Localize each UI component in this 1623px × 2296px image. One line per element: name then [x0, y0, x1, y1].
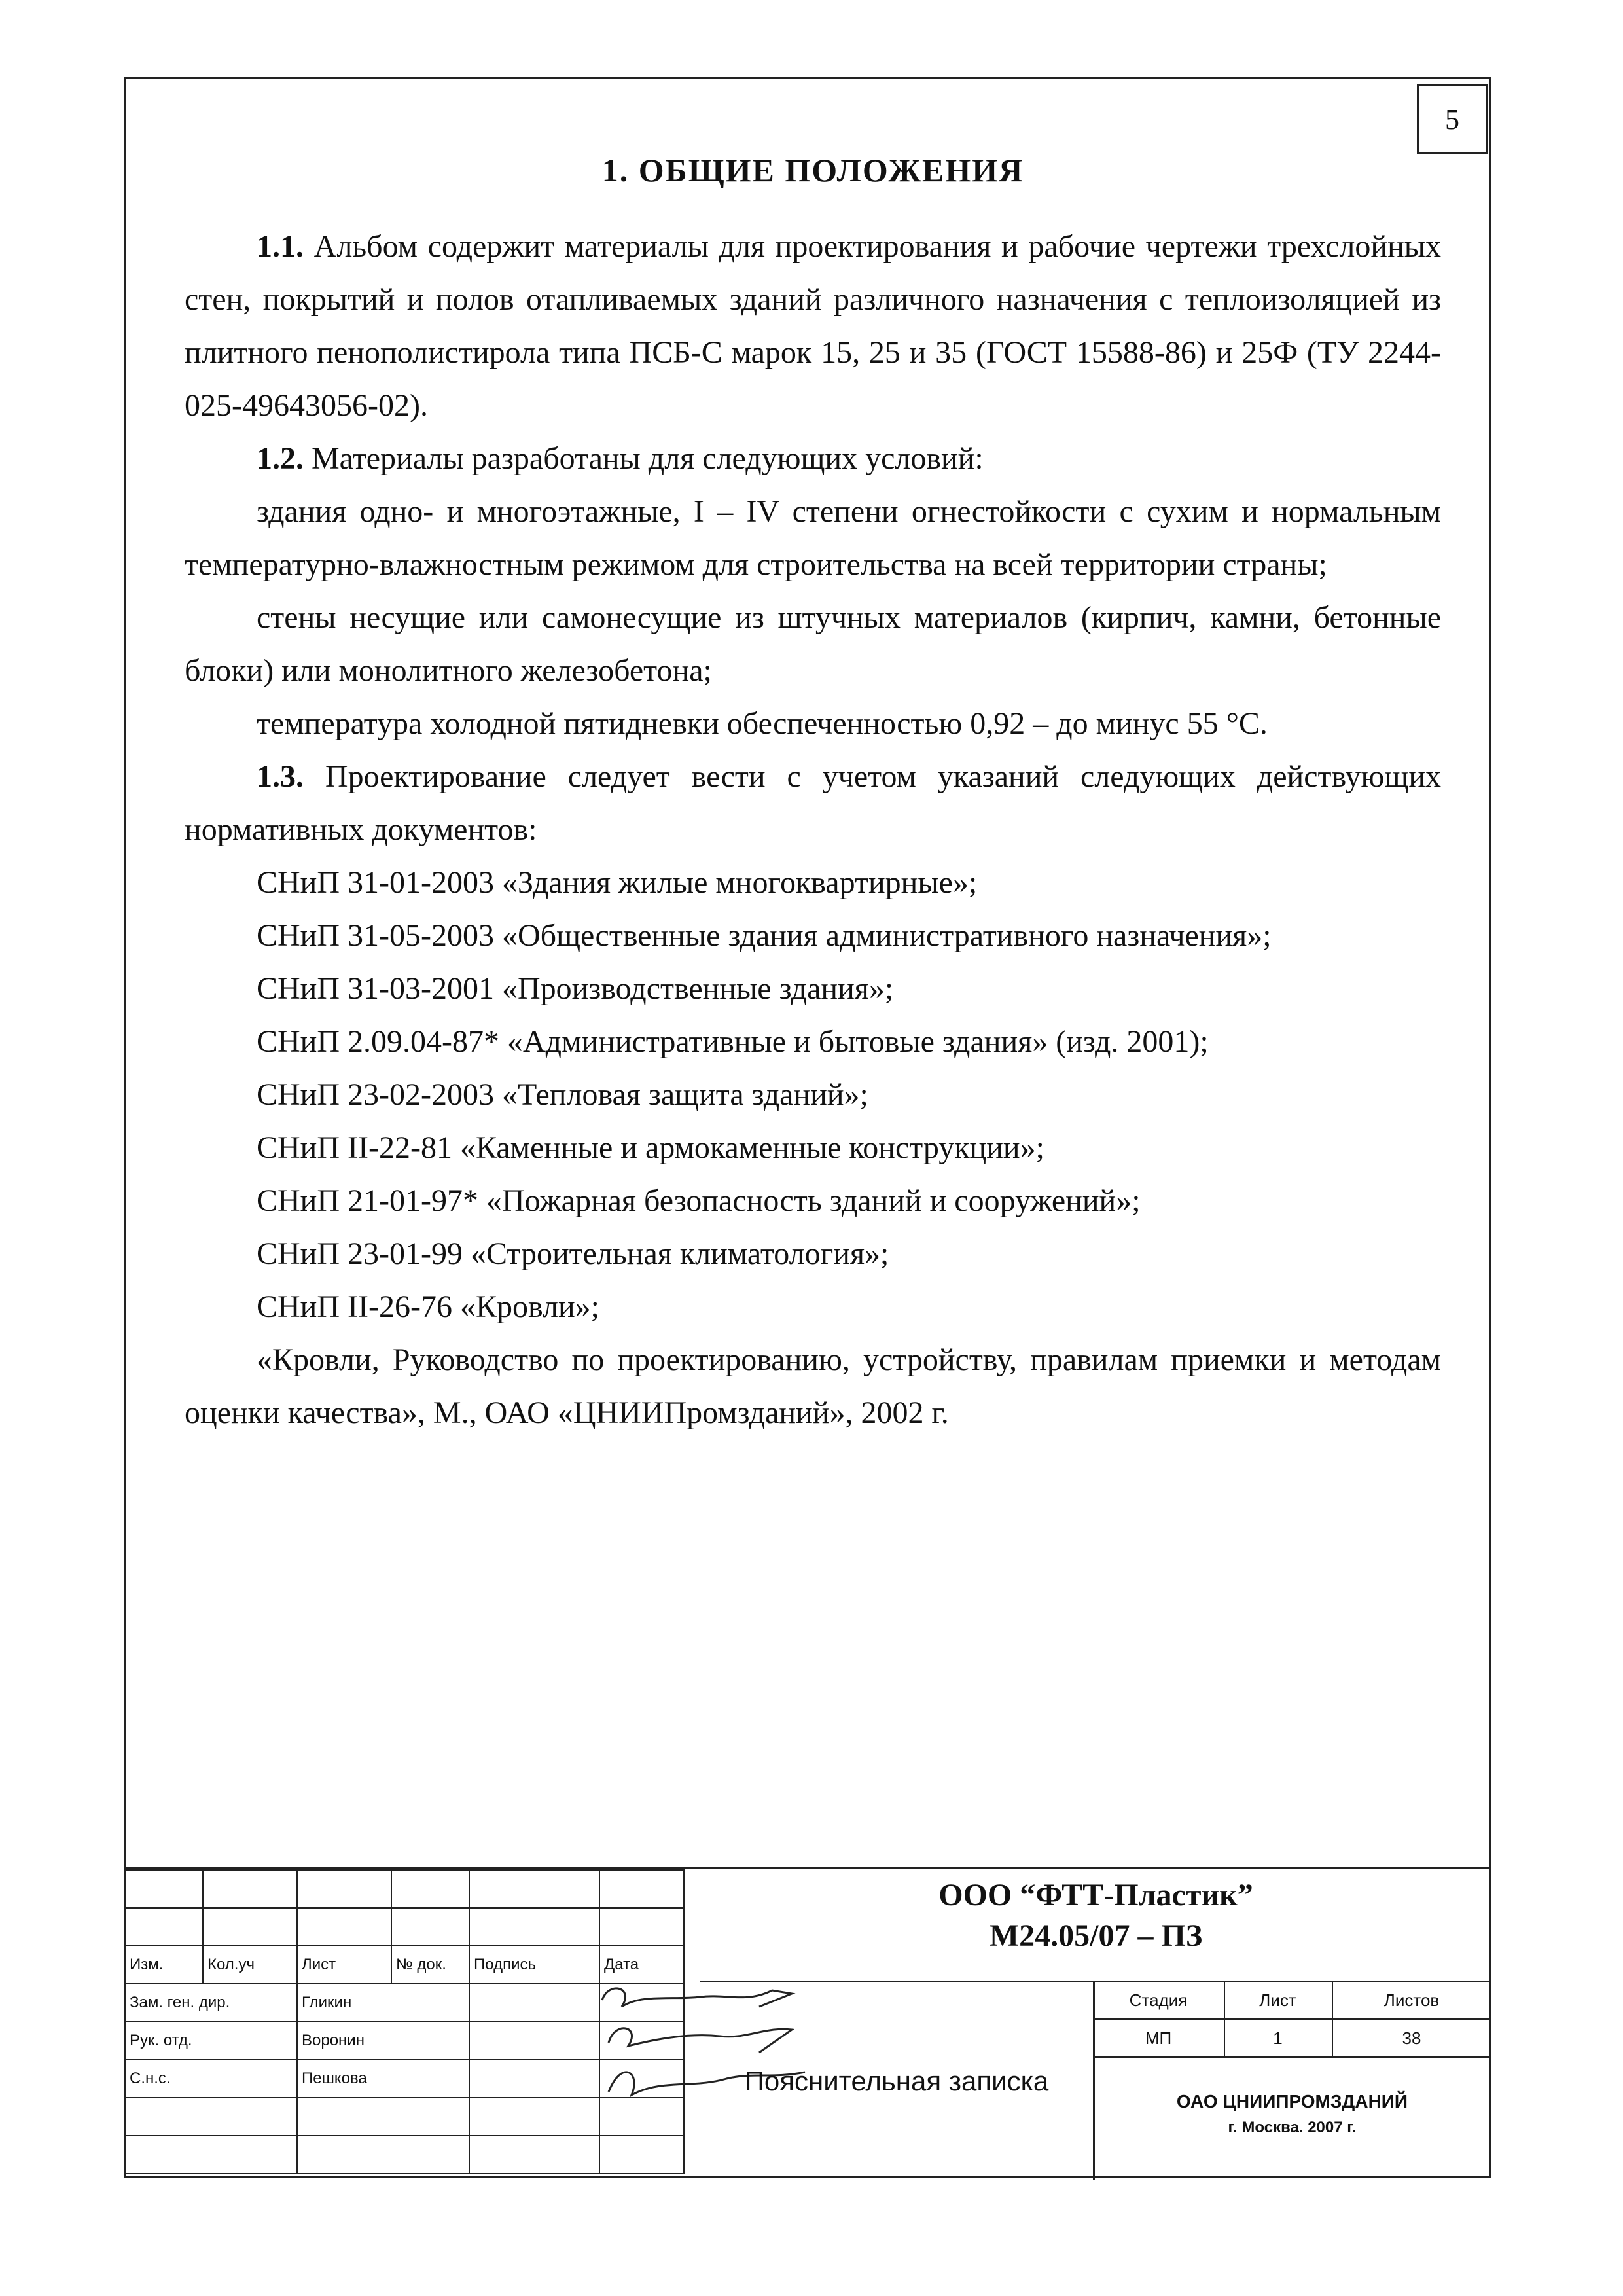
col-signature: Подпись [469, 1946, 599, 1984]
norm-item: СНиП 31-05-2003 «Общественные здания административного назначения»; [257, 918, 1272, 953]
condition-walls: стены несущие или самонесущие из штучных материалов (кирпич, камни, бетонные блоки) или монолитного железобетона; [185, 600, 1441, 688]
name-cell: Воронин [297, 2022, 469, 2060]
col-date: Дата [599, 1946, 684, 1984]
col-list: Лист [297, 1946, 391, 1984]
paragraph-number: 1.1. [257, 229, 304, 264]
paragraph-text: Альбом содержит материалы для проектирования и рабочие чертежи трехслойных стен, покрытий и полов отапливаемых зданий различного назначения с теплоизоляцией из плитного пенополистирола типа ПСБ-С марок 15, 25 и 35 (ГОСТ 15588-86) и 25Ф (ТУ 2244-025-49643056-02). [185, 229, 1441, 423]
reference-manual: «Кровли, Руководство по проектированию, устройству, правилам приемки и методам оценки качества», М., ОАО «ЦНИИПромзданий», 2002 г. [185, 1342, 1441, 1430]
document-code: М24.05/07 – ПЗ [989, 1918, 1203, 1953]
section-heading: 1. ОБЩИЕ ПОЛОЖЕНИЯ [601, 152, 1024, 188]
paragraph-1-3 [185, 750, 1441, 856]
norm-item: СНиП 31-03-2001 «Производственные здания»; [257, 971, 894, 1006]
page-number: 5 [1417, 84, 1488, 154]
role-cell: С.н.с. [125, 2060, 297, 2098]
col-kol-uch: Кол.уч [203, 1946, 297, 1984]
document-body [185, 144, 1441, 1439]
norm-item: СНиП 23-01-99 «Строительная климатология»; [257, 1236, 889, 1271]
paragraph-number: 1.3. [257, 759, 304, 794]
organization-name: ОАО ЦНИИПРОМЗДАНИЙ [1176, 2091, 1408, 2111]
sheet-label: Лист [1259, 1990, 1296, 2010]
company-name: ООО “ФТТ-Пластик” [938, 1878, 1253, 1912]
title-block [124, 1867, 1491, 2180]
title-block-right [700, 1869, 1491, 2180]
paragraph-number: 1.2. [257, 441, 304, 476]
sheets-label: Листов [1383, 1990, 1440, 2010]
norm-item: СНиП II-26-76 «Кровли»; [257, 1289, 599, 1324]
stage-value: МП [1145, 2028, 1172, 2048]
role-cell: Рук. отд. [125, 2022, 297, 2060]
norm-item: СНиП II-22-81 «Каменные и армокаменные конструкции»; [257, 1130, 1044, 1165]
paragraph-text: Проектирование следует вести с учетом указаний следующих действующих нормативных документов: [185, 759, 1441, 847]
role-cell: Зам. ген. дир. [125, 1984, 297, 2022]
norm-item: СНиП 21-01-97* «Пожарная безопасность зданий и сооружений»; [257, 1183, 1141, 1218]
paragraph-1-1 [185, 220, 1441, 432]
organization-city-year: г. Москва. 2007 г. [1228, 2119, 1357, 2136]
col-doc-no: № док. [391, 1946, 469, 1984]
norm-item: СНиП 2.09.04-87* «Административные и бытовые здания» (изд. 2001); [257, 1024, 1209, 1059]
name-cell: Гликин [297, 1984, 469, 2022]
col-izm: Изм. [125, 1946, 203, 1984]
sheets-value: 38 [1402, 2028, 1421, 2048]
norm-item: СНиП 31-01-2003 «Здания жилые многоквартирные»; [257, 865, 978, 900]
condition-buildings: здания одно- и многоэтажные, I – IV степени огнестойкости с сухим и нормальным температурно-влажностным режимом для строительства на всей территории страны; [185, 494, 1441, 582]
stage-label: Стадия [1129, 1990, 1188, 2010]
paragraph-1-2 [185, 432, 1441, 485]
paragraph-text: Материалы разработаны для следующих условий: [304, 441, 984, 476]
name-cell: Пешкова [297, 2060, 469, 2098]
document-title: Пояснительная записка [744, 2066, 1049, 2096]
sheet-value: 1 [1273, 2028, 1283, 2048]
condition-temperature: температура холодной пятидневки обеспеченностью 0,92 – до минус 55 °С. [257, 706, 1268, 741]
norm-item: СНиП 23-02-2003 «Тепловая защита зданий»; [257, 1077, 868, 1112]
